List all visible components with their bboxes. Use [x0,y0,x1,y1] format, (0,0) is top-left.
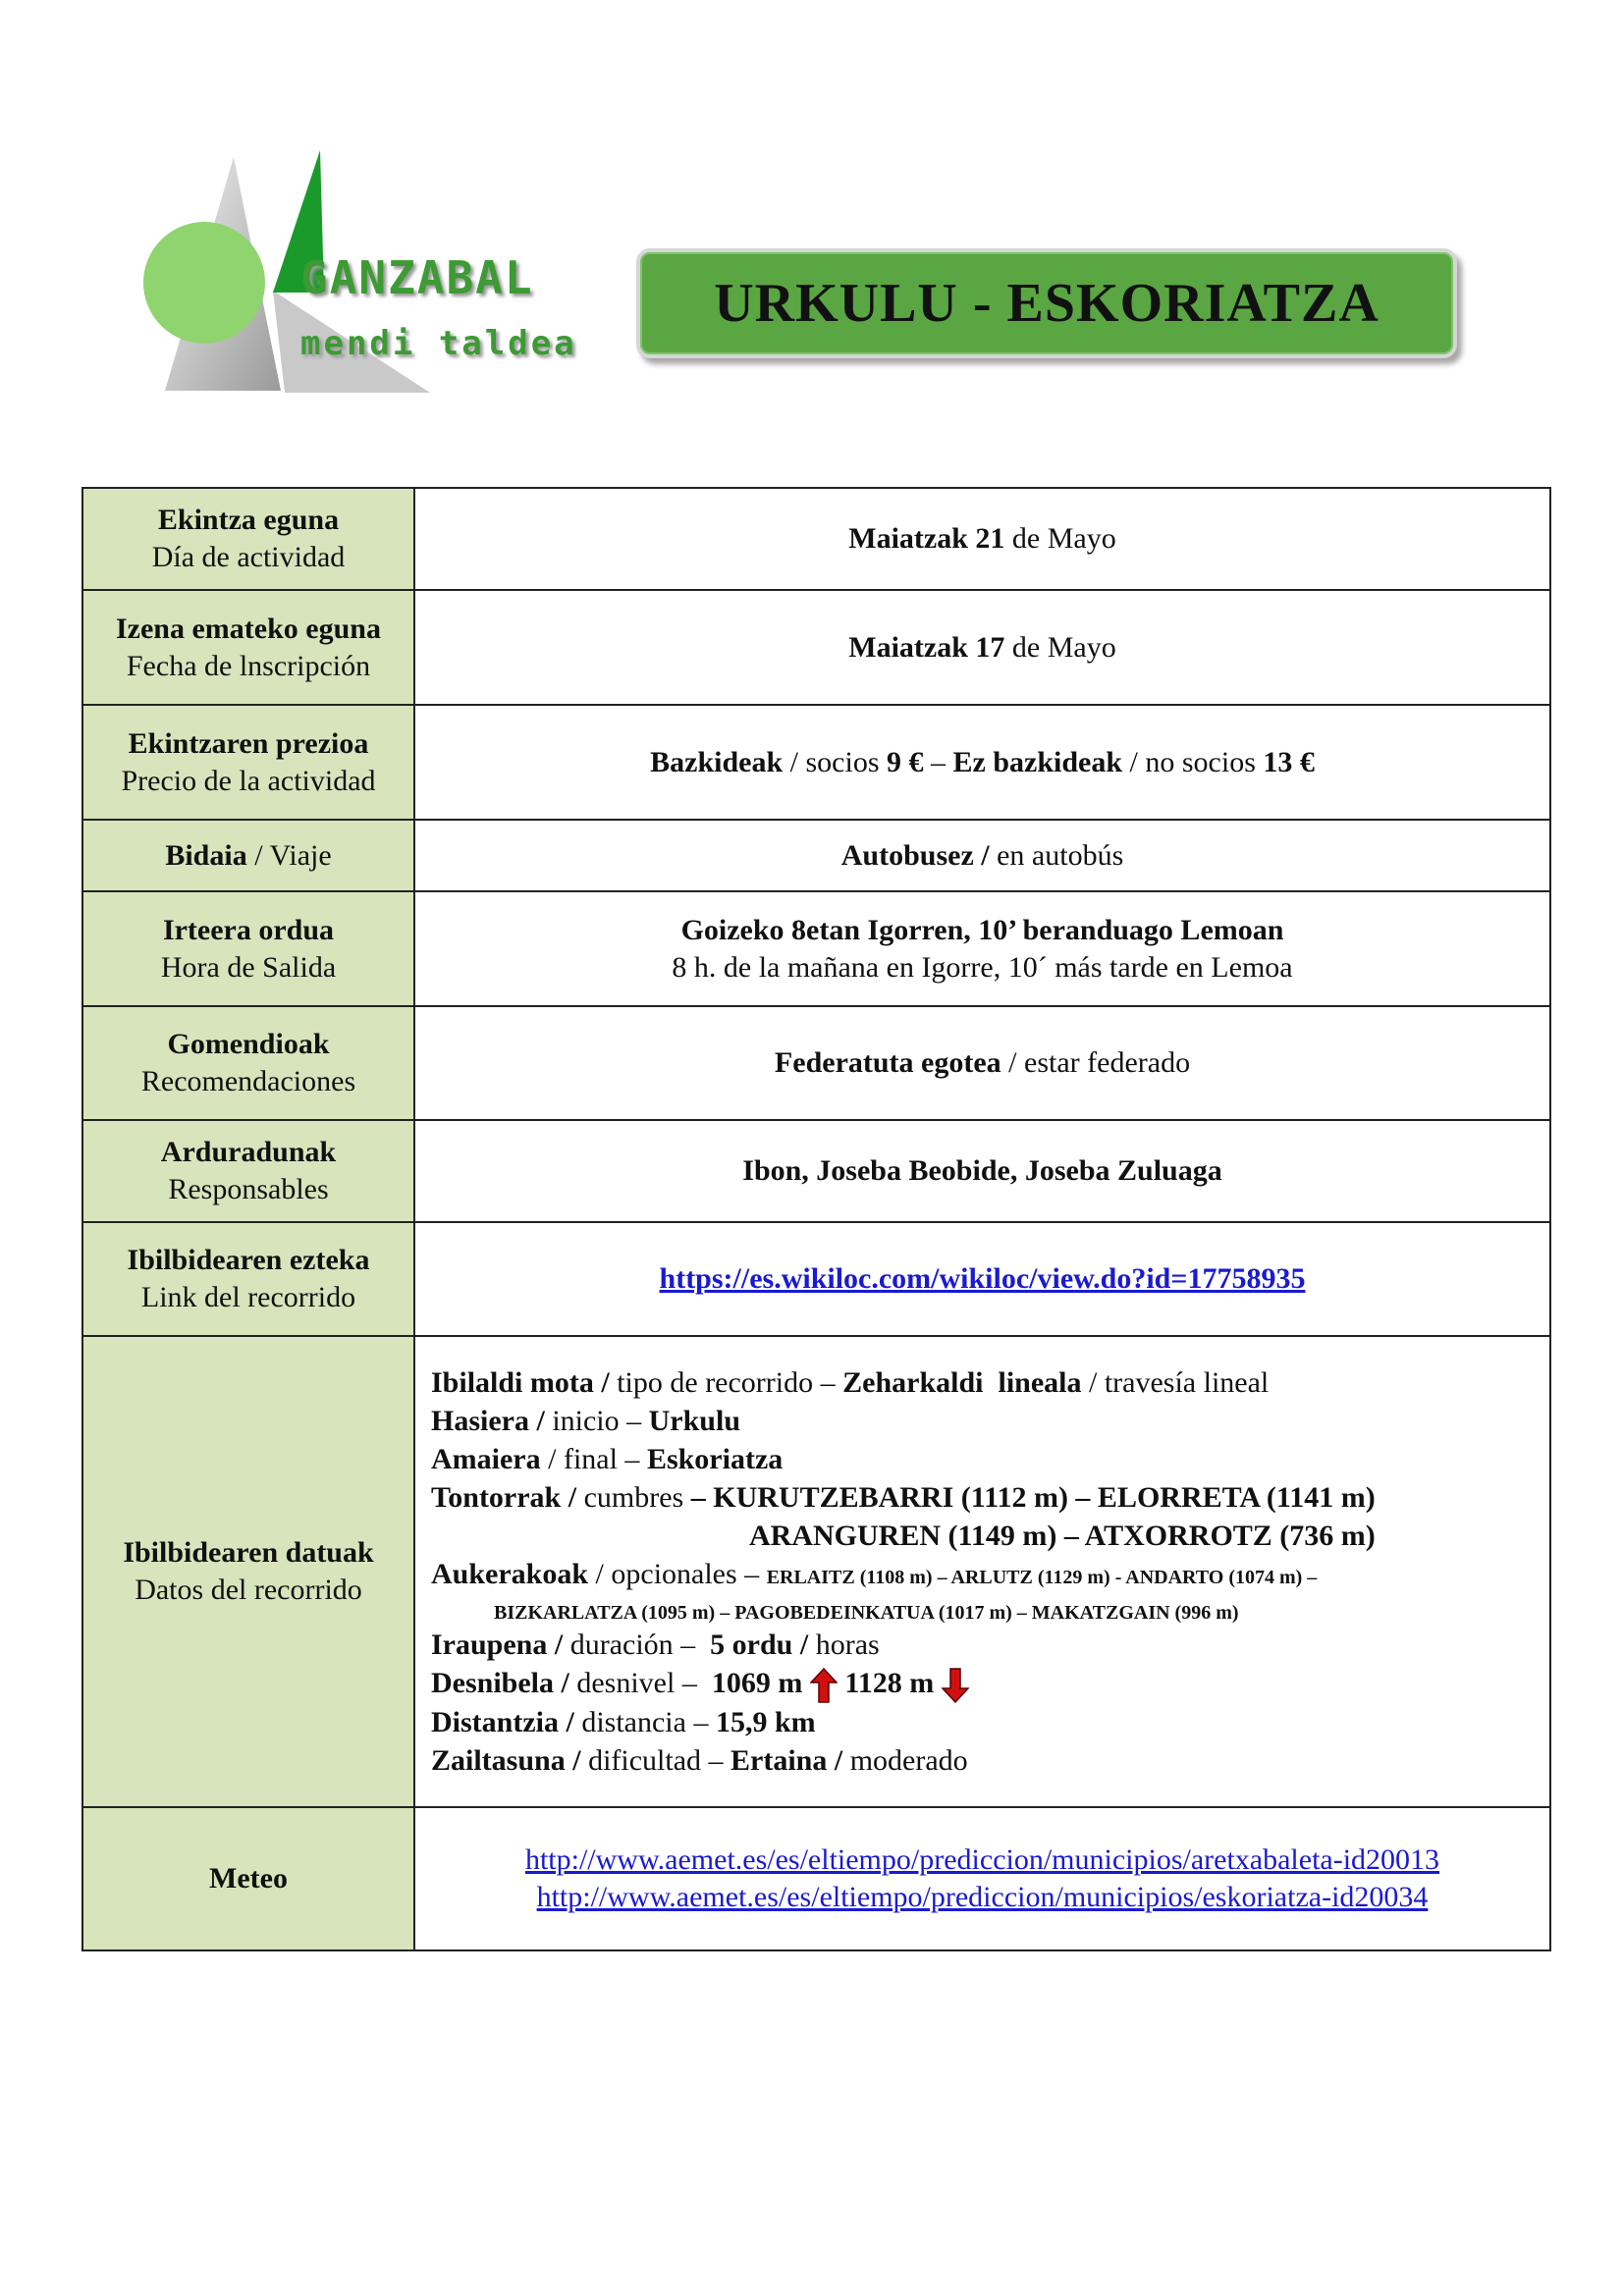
table-row-leaders [82,1120,1550,1222]
label-route [82,1336,414,1807]
label-price-eu: Ekintzaren prezioa [128,726,369,760]
price-members-eu: Bazkideak [650,745,784,778]
label-travel [82,820,414,891]
table-row-link [82,1222,1550,1336]
value-signup [414,590,1550,705]
leaders-names: Ibon, Joseba Beobide, Joseba Zuluaga [742,1154,1222,1187]
route-optional-line2: BIZKARLATZA (1095 m) – PAGOBEDEINKATUA (1017 m) – MAKATZGAIN (996 m) [494,1601,1239,1624]
route-elev-up: 1069 m [711,1666,803,1699]
route-optional-eu: Aukerakoak [431,1557,589,1590]
price-dash: – [931,745,946,778]
label-signup [82,590,414,705]
label-travel-es: / Viaje [254,838,332,872]
route-duration-unit: horas [815,1628,880,1661]
wikiloc-link[interactable]: https://es.wikiloc.com/wikiloc/view.do?id=17758935 [659,1262,1306,1295]
label-leaders-eu: Arduradunak [160,1136,337,1168]
signup-es: de Mayo [1011,630,1116,664]
route-dist-es: distancia – [581,1706,709,1739]
route-peaks-line2: ARANGUREN (1149 m) – ATXORROTZ (736 m) [749,1519,1376,1552]
label-advice [82,1006,414,1120]
route-diff-value-es: moderado [849,1744,968,1778]
activity-table [81,487,1551,1951]
label-departure-es: Hora de Salida [160,950,337,984]
route-peaks-es: cumbres [583,1480,684,1514]
price-nonmembers-eu: Ez bazkideak [952,745,1123,778]
page-title: URKULU - ESKORIATZA [714,273,1380,334]
route-dist-eu: Distantzia / [431,1706,574,1739]
value-leaders [414,1120,1550,1222]
advice-es: / estar federado [1008,1046,1191,1079]
route-optional [431,1555,1534,1597]
route-elevation [431,1664,1534,1703]
label-signup-eu: Izena emateko eguna [116,612,381,645]
route-optional-line1: ERLAITZ (1108 m) – ARLUTZ (1129 m) - ANDARTO (1074 m) – [766,1566,1318,1588]
value-date [414,488,1550,590]
label-date-eu: Ekintza eguna [157,504,340,536]
route-peaks-eu: Tontorrak / [431,1480,577,1514]
weather-link-eskoriatza[interactable]: http://www.aemet.es/es/eltiempo/prediccion/municipios/eskoriatza-id20034 [536,1881,1429,1913]
departure-eu: Goizeko 8etan Igorren, 10’ beranduago Lemoan [680,913,1284,946]
route-dist-value: 15,9 km [715,1706,816,1739]
signup-eu: Maiatzak 17 [848,630,1005,664]
label-weather [82,1807,414,1950]
travel-eu: Autobusez / [840,838,990,872]
route-end-eu: Amaiera [431,1442,541,1475]
departure-es: 8 h. de la mañana en Igorre, 10´ más tarde en Lemoa [672,950,1293,984]
advice-eu: Federatuta egotea [774,1046,1001,1079]
label-departure-eu: Irteera ordua [162,913,335,946]
logo-text-name: GANZABAL [300,251,534,304]
label-departure [82,891,414,1006]
table-row-signup [82,590,1550,705]
route-diff-value: Ertaina / [730,1744,843,1778]
table-row-advice [82,1006,1550,1120]
label-signup-es: Fecha de lnscripción [126,649,371,682]
arrow-up-icon [810,1668,838,1703]
route-elev-eu: Desnibela / [431,1666,569,1699]
value-weather [414,1807,1550,1950]
label-link-es: Link del recorrido [140,1281,356,1313]
route-end-value: Eskoriatza [646,1442,784,1475]
route-duration-eu: Iraupena / [431,1628,564,1661]
route-start-es: inicio – [552,1404,642,1437]
label-date-es: Día de actividad [151,541,346,573]
route-duration [431,1626,1534,1664]
route-type-eu: Ibilaldi mota / [431,1365,610,1399]
route-peaks [431,1478,1534,1517]
arrow-down-icon [942,1668,969,1703]
route-difficulty [431,1741,1534,1780]
label-leaders-es: Responsables [168,1173,329,1205]
label-route-es: Datos del recorrido [135,1574,362,1606]
route-end [431,1440,1534,1478]
route-optional-cont [431,1597,1534,1626]
value-route [414,1336,1550,1807]
logo-text-subtitle: mendi taldea [300,324,577,363]
table-row-departure [82,891,1550,1006]
route-type-value-es: / travesía lineal [1081,1365,1270,1399]
table-row-weather [82,1807,1550,1950]
label-travel-eu: Bidaia [165,838,247,872]
value-travel [414,820,1550,891]
table-row-date [82,488,1550,590]
table-row-route [82,1336,1550,1807]
route-diff-es: dificultad – [588,1744,724,1778]
route-duration-es: duración – [569,1628,696,1661]
route-peaks-line1: – KURUTZEBARRI (1112 m) – ELORRETA (1141 m) [690,1480,1376,1514]
date-es: de Mayo [1011,522,1116,555]
route-start-value: Urkulu [648,1404,741,1437]
route-elev-es: desnivel – [576,1666,697,1699]
label-date [82,488,414,590]
value-departure [414,891,1550,1006]
route-optional-es: / opcionales – [595,1557,760,1590]
route-duration-value: 5 ordu / [710,1628,809,1661]
logo [135,145,587,430]
route-end-es: / final – [548,1442,640,1475]
label-leaders [82,1120,414,1222]
route-type-value: Zeharkaldi lineala [842,1365,1082,1399]
label-link [82,1222,414,1336]
label-weather-text: Meteo [209,1862,288,1895]
route-peaks-cont [431,1517,1534,1555]
label-link-eu: Ibilbidearen ezteka [127,1244,370,1276]
title-banner [636,248,1457,358]
price-nonmembers-value: 13 € [1263,745,1315,778]
value-price [414,705,1550,820]
label-price [82,705,414,820]
route-type-es: tipo de recorrido – [617,1365,836,1399]
value-advice [414,1006,1550,1120]
price-members-value: 9 € [887,745,924,778]
route-start-eu: Hasiera / [431,1404,545,1437]
label-route-eu: Ibilbidearen datuak [123,1536,374,1569]
label-price-es: Precio de la actividad [121,764,376,797]
value-link [414,1222,1550,1336]
table-row-travel [82,820,1550,891]
table-row-price [82,705,1550,820]
route-start [431,1402,1534,1440]
route-diff-eu: Zailtasuna / [431,1744,581,1778]
travel-es: en autobús [997,838,1124,872]
label-advice-eu: Gomendioak [167,1028,330,1060]
price-nonmembers-es: / no socios [1129,745,1256,778]
route-type [431,1363,1534,1402]
label-advice-es: Recomendaciones [140,1065,356,1097]
date-eu: Maiatzak 21 [848,522,1005,555]
route-elev-down: 1128 m [844,1666,935,1699]
price-members-es: / socios [789,745,880,778]
weather-link-aretxabaleta[interactable]: http://www.aemet.es/es/eltiempo/prediccion/municipios/aretxabaleta-id20013 [524,1843,1440,1876]
route-distance [431,1703,1534,1741]
